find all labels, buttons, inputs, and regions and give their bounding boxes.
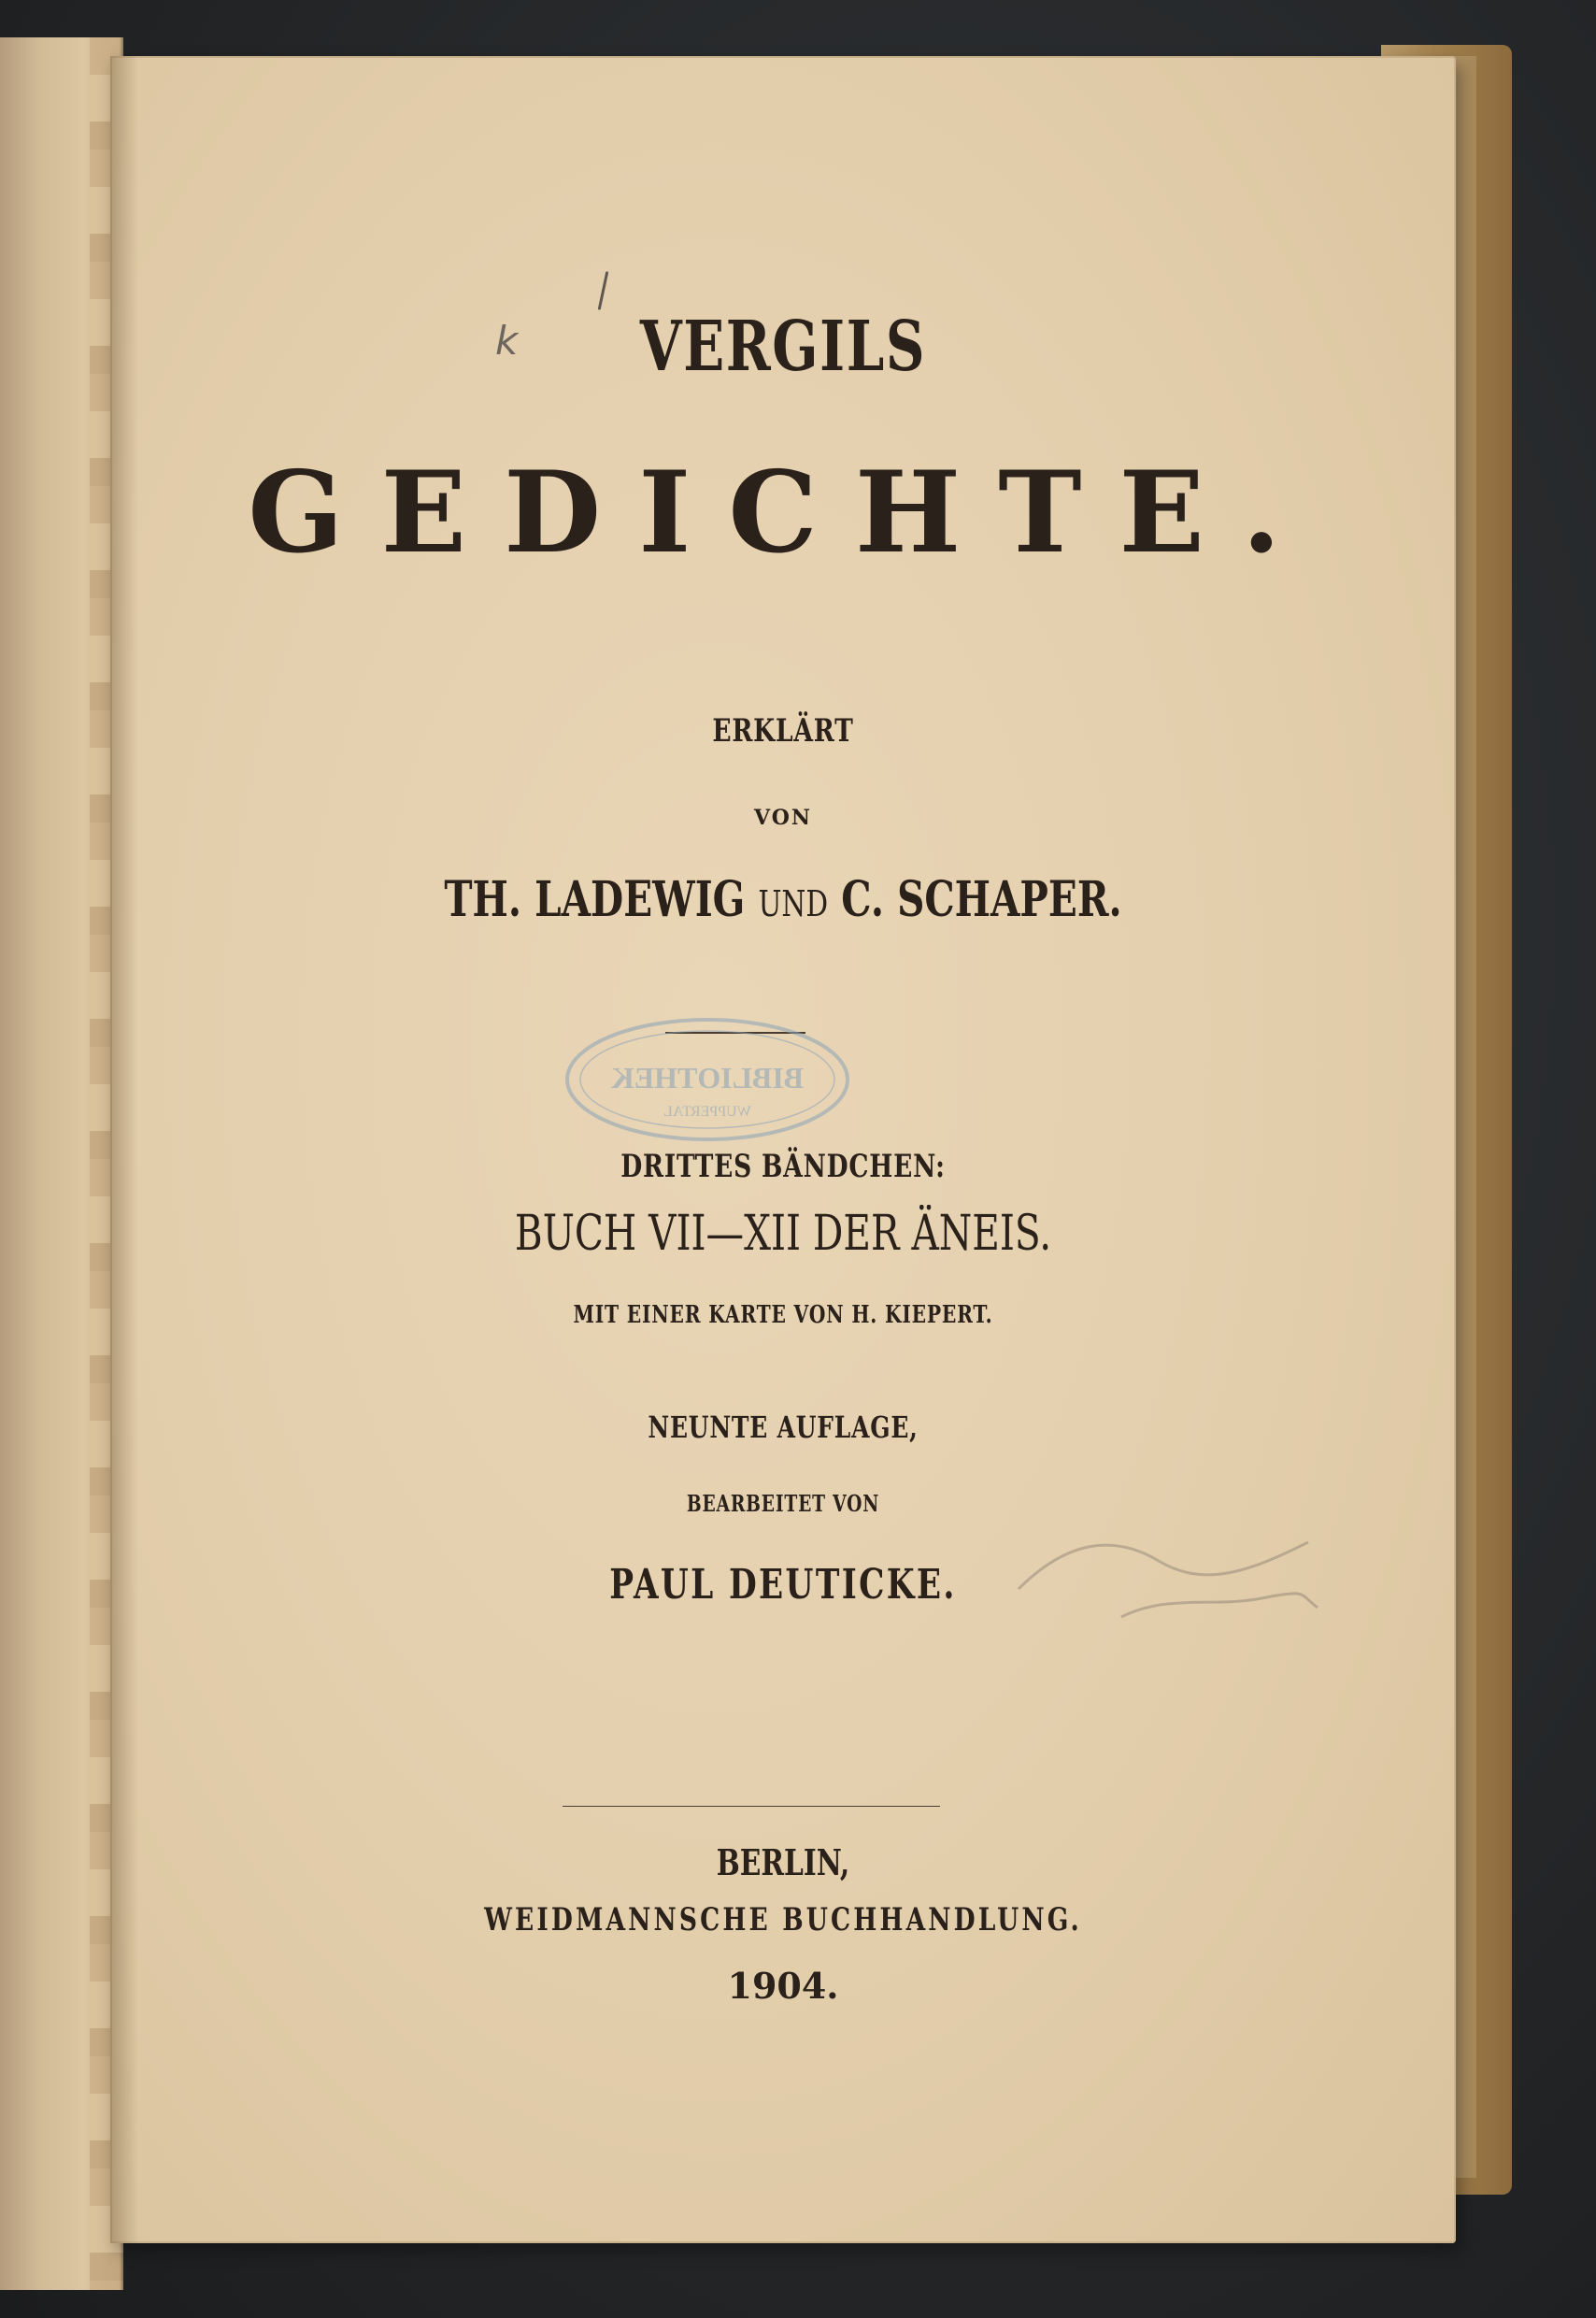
imprint-divider-rule [563, 1806, 940, 1807]
conjunction-und: UND [758, 883, 829, 924]
books-range: BUCH VII—XII DER ÄNEIS. [514, 1206, 1052, 1262]
author-schaper: C. SCHAPER. [841, 871, 1122, 928]
authors-line [258, 871, 1307, 928]
page-gutter-shadow [110, 56, 138, 2243]
left-facing-page [0, 37, 121, 2290]
editor-name: PAUL DEUTICKE. [609, 1561, 957, 1609]
volume-label: DRITTES BÄNDCHEN: [620, 1148, 946, 1185]
pencil-annotation: k [495, 318, 519, 364]
explained-label: ERKLÄRT [712, 712, 854, 750]
author-ladewig: TH. LADEWIG [444, 871, 746, 928]
library-stamp [559, 1011, 856, 1148]
stamp-text-line2: WUPPERTAL [663, 1104, 751, 1120]
by-label: VON [754, 806, 812, 830]
edition-label: NEUNTE AUFLAGE, [648, 1409, 919, 1445]
edited-by-label: BEARBEITET VON [686, 1490, 880, 1517]
imprint-city: BERLIN, [716, 1841, 850, 1883]
faint-pencil-scribble [1009, 1505, 1327, 1645]
work-title: GEDICHTE. [248, 447, 1318, 579]
stamp-text-line1: BIBLIOTHEK [610, 1061, 805, 1095]
map-note: MIT EINER KARTE VON H. KIEPERT. [573, 1301, 993, 1329]
imprint-year: 1904. [727, 1965, 839, 2007]
imprint-publisher: WEIDMANNSCHE BUCHHANDLUNG. [484, 1901, 1082, 1939]
author-title: VERGILS [639, 307, 927, 387]
